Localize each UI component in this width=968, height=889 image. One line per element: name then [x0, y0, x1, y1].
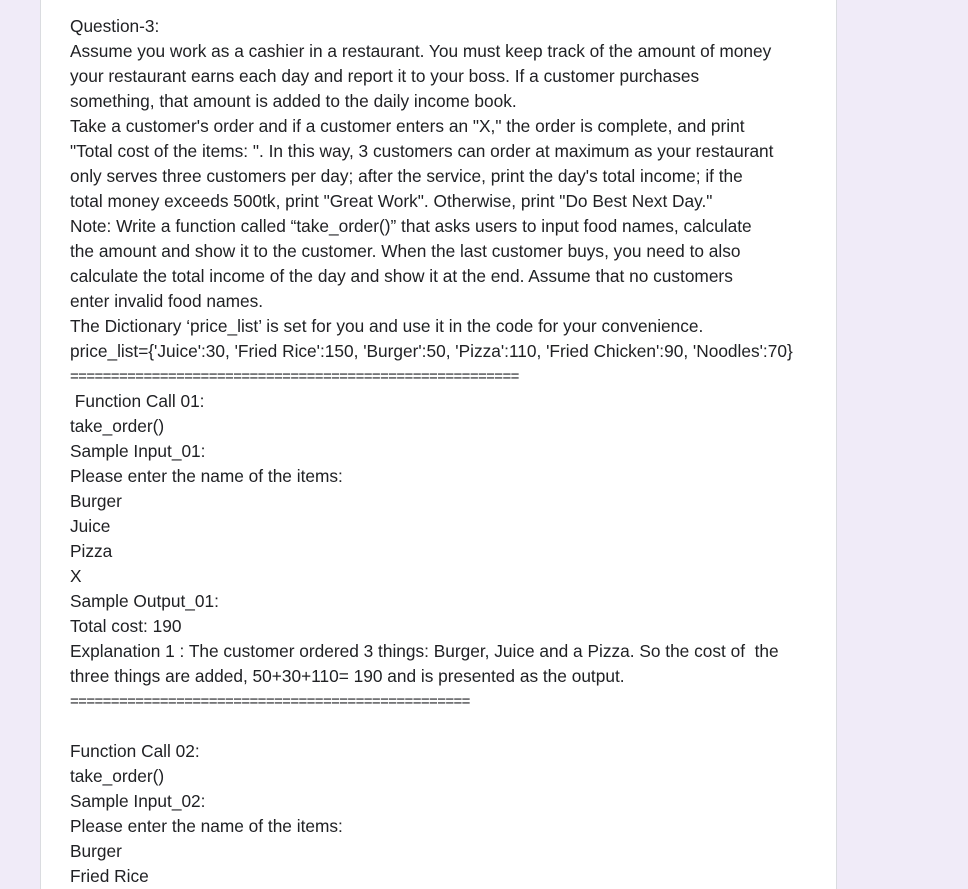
- note-line: enter invalid food names.: [70, 291, 264, 311]
- description-line: "Total cost of the items: ". In this way, 3 customers can order at maximum as your restaurant: [70, 141, 774, 161]
- question-text: [70, 14, 820, 889]
- sample-output-value: Total cost: 190: [70, 616, 182, 636]
- input-prompt: Please enter the name of the items:: [70, 466, 343, 486]
- description-line: Take a customer's order and if a customer enters an "X," the order is complete, and print: [70, 116, 745, 136]
- function-call-code: take_order(): [70, 766, 165, 786]
- function-call-code: take_order(): [70, 416, 165, 436]
- separator-line: =======================================================: [70, 368, 519, 385]
- note-line: Note: Write a function called “take_order()” that asks users to input food names, calculate: [70, 216, 752, 236]
- description-line: something, that amount is added to the daily income book.: [70, 91, 517, 111]
- function-call-heading: Function Call 02:: [70, 741, 200, 761]
- input-item: Burger: [70, 491, 122, 511]
- sample-input-heading: Sample Input_02:: [70, 791, 206, 811]
- blank-line: [70, 714, 820, 739]
- input-prompt: Please enter the name of the items:: [70, 816, 343, 836]
- input-item: X: [70, 566, 82, 586]
- note-line: the amount and show it to the customer. When the last customer buys, you need to also: [70, 241, 741, 261]
- note-line: calculate the total income of the day and show it at the end. Assume that no customers: [70, 266, 733, 286]
- function-call-heading: Function Call 01:: [70, 391, 205, 411]
- input-item: Juice: [70, 516, 111, 536]
- description-line: only serves three customers per day; after the service, print the day's total income; if the: [70, 166, 743, 186]
- description-line: total money exceeds 500tk, print "Great Work". Otherwise, print "Do Best Next Day.": [70, 191, 713, 211]
- separator-line: =================================================: [70, 693, 470, 710]
- description-line: your restaurant earns each day and report it to your boss. If a customer purchases: [70, 66, 700, 86]
- input-item: Burger: [70, 841, 122, 861]
- sample-input-heading: Sample Input_01:: [70, 441, 206, 461]
- input-item: Fried Rice: [70, 866, 149, 886]
- explanation-line: Explanation 1 : The customer ordered 3 things: Burger, Juice and a Pizza. So the cost of the: [70, 641, 779, 661]
- dictionary-note: The Dictionary ‘price_list’ is set for you and use it in the code for your convenience.: [70, 316, 704, 336]
- description-line: Assume you work as a cashier in a restaurant. You must keep track of the amount of money: [70, 41, 772, 61]
- input-item: Pizza: [70, 541, 113, 561]
- question-title: Question-3:: [70, 16, 160, 36]
- explanation-line: three things are added, 50+30+110= 190 and is presented as the output.: [70, 666, 625, 686]
- sample-output-heading: Sample Output_01:: [70, 591, 219, 611]
- price-list-code: price_list={'Juice':30, 'Fried Rice':150, 'Burger':50, 'Pizza':110, 'Fried Chicken':90, 'Noodles':70}: [70, 341, 793, 361]
- question-card: [40, 0, 837, 889]
